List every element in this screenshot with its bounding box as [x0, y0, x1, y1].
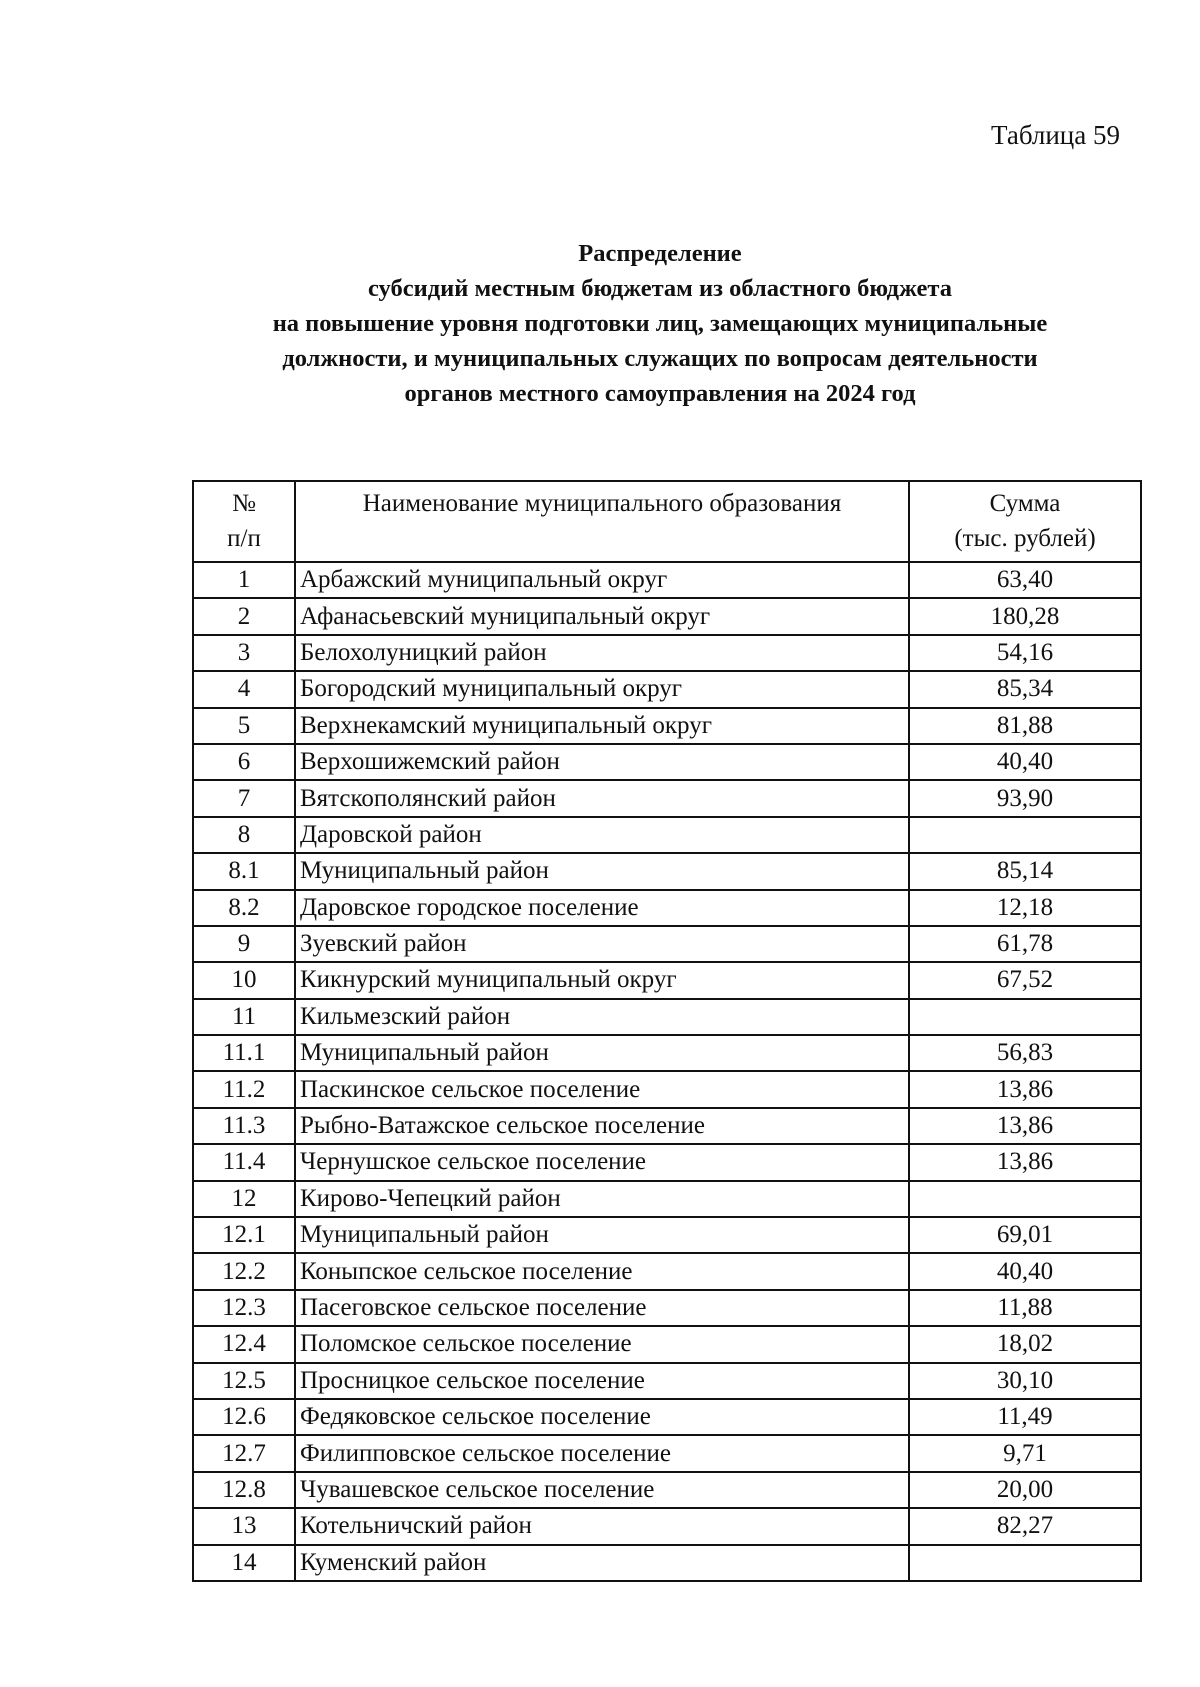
row-amount: 54,16	[909, 635, 1141, 671]
row-name: Куменский район	[295, 1545, 909, 1581]
table-row	[193, 1290, 1141, 1326]
row-amount	[909, 1545, 1141, 1581]
header-amount-label: Сумма	[989, 490, 1061, 517]
row-amount: 63,40	[909, 562, 1141, 598]
row-amount: 56,83	[909, 1035, 1141, 1071]
table-row	[193, 1144, 1141, 1180]
row-name: Коныпское сельское поселение	[295, 1253, 909, 1289]
row-amount: 11,49	[909, 1399, 1141, 1435]
table-row	[193, 1035, 1141, 1071]
table-row	[193, 1363, 1141, 1399]
row-amount: 180,28	[909, 598, 1141, 634]
row-number: 14	[193, 1545, 295, 1581]
row-amount	[909, 999, 1141, 1035]
table-row	[193, 853, 1141, 889]
row-name: Котельничский район	[295, 1508, 909, 1544]
table-row	[193, 1435, 1141, 1471]
row-name: Паскинское сельское поселение	[295, 1071, 909, 1107]
row-name: Кильмезский район	[295, 999, 909, 1035]
row-number: 12.1	[193, 1217, 295, 1253]
table-row	[193, 1253, 1141, 1289]
row-amount: 13,86	[909, 1108, 1141, 1144]
row-name: Даровской район	[295, 817, 909, 853]
row-number: 1	[193, 562, 295, 598]
row-number: 6	[193, 744, 295, 780]
row-number: 12.3	[193, 1290, 295, 1326]
table-row	[193, 1508, 1141, 1544]
row-name: Даровское городское поселение	[295, 890, 909, 926]
row-name: Рыбно-Ватажское сельское поселение	[295, 1108, 909, 1144]
row-amount: 69,01	[909, 1217, 1141, 1253]
title-line: субсидий местным бюджетам из областного бюджета	[368, 275, 952, 302]
table-number-label: Таблица 59	[991, 120, 1120, 150]
table-row	[193, 708, 1141, 744]
subsidy-distribution-table	[192, 480, 1142, 1582]
row-number: 3	[193, 635, 295, 671]
row-number: 7	[193, 780, 295, 816]
header-number-abbr: п/п	[227, 525, 261, 552]
row-amount: 13,86	[909, 1071, 1141, 1107]
title-line: органов местного самоуправления на 2024 год	[404, 380, 916, 407]
row-amount: 93,90	[909, 780, 1141, 816]
header-amount-unit: (тыс. рублей)	[954, 525, 1096, 552]
row-amount: 18,02	[909, 1326, 1141, 1362]
row-amount: 20,00	[909, 1472, 1141, 1508]
table-row	[193, 926, 1141, 962]
table-body	[193, 562, 1141, 1581]
row-number: 12	[193, 1181, 295, 1217]
header-name: Наименование муниципального образования	[295, 481, 909, 562]
table-row	[193, 999, 1141, 1035]
row-name: Кирово-Чепецкий район	[295, 1181, 909, 1217]
row-name: Муниципальный район	[295, 853, 909, 889]
row-number: 8.2	[193, 890, 295, 926]
row-number: 12.5	[193, 1363, 295, 1399]
row-name: Чувашевское сельское поселение	[295, 1472, 909, 1508]
row-amount: 40,40	[909, 744, 1141, 780]
table-row	[193, 1181, 1141, 1217]
row-amount: 67,52	[909, 962, 1141, 998]
row-name: Кикнурский муниципальный округ	[295, 962, 909, 998]
row-number: 11.4	[193, 1144, 295, 1180]
row-number: 13	[193, 1508, 295, 1544]
table-row	[193, 817, 1141, 853]
table-row	[193, 635, 1141, 671]
row-number: 12.7	[193, 1435, 295, 1471]
table-row	[193, 562, 1141, 598]
row-number: 8	[193, 817, 295, 853]
row-number: 11.2	[193, 1071, 295, 1107]
row-name: Муниципальный район	[295, 1217, 909, 1253]
table-row	[193, 598, 1141, 634]
row-name: Пасеговское сельское поселение	[295, 1290, 909, 1326]
table-row	[193, 1545, 1141, 1581]
row-number: 4	[193, 671, 295, 707]
table-row	[193, 671, 1141, 707]
row-amount: 85,34	[909, 671, 1141, 707]
row-name: Муниципальный район	[295, 1035, 909, 1071]
document-title	[0, 236, 1200, 411]
header-amount	[909, 481, 1141, 562]
header-number-symbol: №	[232, 490, 256, 517]
row-number: 9	[193, 926, 295, 962]
row-amount: 13,86	[909, 1144, 1141, 1180]
row-amount: 82,27	[909, 1508, 1141, 1544]
row-name: Верхнекамский муниципальный округ	[295, 708, 909, 744]
row-name: Зуевский район	[295, 926, 909, 962]
row-name: Верхошижемский район	[295, 744, 909, 780]
row-amount: 61,78	[909, 926, 1141, 962]
row-number: 8.1	[193, 853, 295, 889]
row-amount: 40,40	[909, 1253, 1141, 1289]
header-number	[193, 481, 295, 562]
table-row	[193, 780, 1141, 816]
table-row	[193, 1108, 1141, 1144]
table-row	[193, 1472, 1141, 1508]
table-row	[193, 744, 1141, 780]
table-row	[193, 962, 1141, 998]
title-line: Распределение	[578, 240, 742, 267]
title-line: должности, и муниципальных служащих по вопросам деятельности	[282, 345, 1038, 372]
row-amount	[909, 1181, 1141, 1217]
row-amount: 30,10	[909, 1363, 1141, 1399]
title-line: на повышение уровня подготовки лиц, замещающих муниципальные	[272, 310, 1048, 337]
row-name: Вятскополянский район	[295, 780, 909, 816]
row-number: 11.3	[193, 1108, 295, 1144]
row-number: 5	[193, 708, 295, 744]
row-amount: 81,88	[909, 708, 1141, 744]
row-name: Филипповское сельское поселение	[295, 1435, 909, 1471]
table-row	[193, 890, 1141, 926]
row-number: 10	[193, 962, 295, 998]
row-amount: 9,71	[909, 1435, 1141, 1471]
row-name: Просницкое сельское поселение	[295, 1363, 909, 1399]
row-name: Афанасьевский муниципальный округ	[295, 598, 909, 634]
table-row	[193, 1326, 1141, 1362]
row-number: 11	[193, 999, 295, 1035]
row-name: Белохолуницкий район	[295, 635, 909, 671]
row-amount: 11,88	[909, 1290, 1141, 1326]
row-amount: 85,14	[909, 853, 1141, 889]
table-row	[193, 1071, 1141, 1107]
table-header-row	[193, 481, 1141, 562]
row-name: Поломское сельское поселение	[295, 1326, 909, 1362]
row-number: 11.1	[193, 1035, 295, 1071]
row-name: Федяковское сельское поселение	[295, 1399, 909, 1435]
table-row	[193, 1217, 1141, 1253]
row-amount	[909, 817, 1141, 853]
row-amount: 12,18	[909, 890, 1141, 926]
row-number: 12.2	[193, 1253, 295, 1289]
row-number: 2	[193, 598, 295, 634]
row-number: 12.4	[193, 1326, 295, 1362]
row-name: Арбажский муниципальный округ	[295, 562, 909, 598]
row-name: Богородский муниципальный округ	[295, 671, 909, 707]
table-row	[193, 1399, 1141, 1435]
row-number: 12.8	[193, 1472, 295, 1508]
row-number: 12.6	[193, 1399, 295, 1435]
row-name: Чернушское сельское поселение	[295, 1144, 909, 1180]
